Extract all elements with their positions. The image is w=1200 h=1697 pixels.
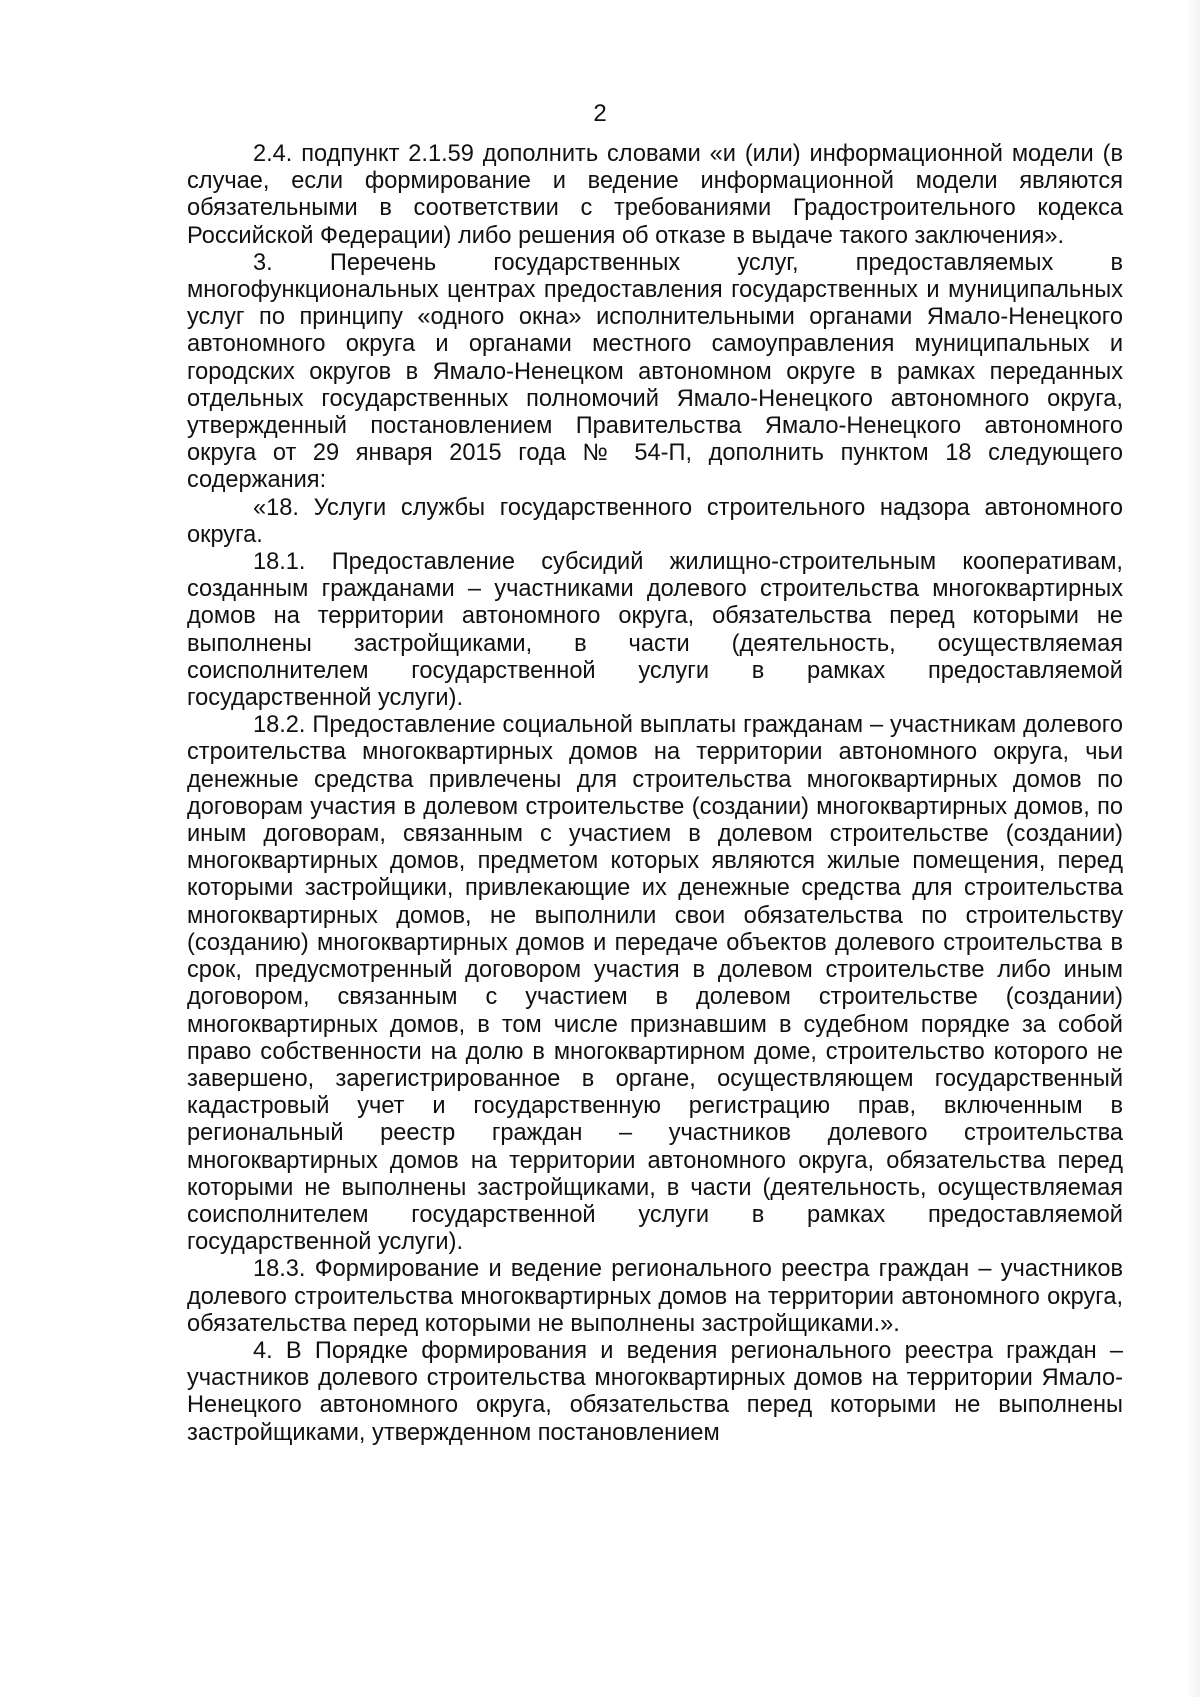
paragraph-18-2: 18.2. Предоставление социальной выплаты гражданам – участникам долевого строительства многоквартирных домов на территории автономного округа, чьи денежные средства привлечены для строительства многоквартирных домов по договорам участия в долевом строительстве (создании) многоквартирных домов, по иным договорам, связанным с участием в долевом строительстве (создании) многоквартирных домов, предметом которых являются жилые помещения, перед которыми застройщики, привлекающие их денежные средства для строительства многоквартирных домов, не выполнили свои обязательства по строительству (созданию) многоквартирных домов и передаче объектов долевого строительства в срок, предусмотренный договором участия в долевом строительстве либо иным договором, связанным с участием в долевом строительстве (создании) многоквартирных домов, в том числе признавшим в судебном порядке за собой право собственности на долю в многоквартирном доме, строительство которого не завершено, зарегистрированное в органе, осуществляющем государственный кадастровый учет и государственную регистрацию прав, включенным в региональный реестр граждан – участников долевого строительства многоквартирных домов на территории автономного округа, обязательства перед которыми не выполнены застройщиками, в части (деятельность, осуществляемая соисполнителем государственной услуги в рамках предоставляемой государственной услуги). [187,712,1123,1256]
paragraph-18-3: 18.3. Формирование и ведение регионального реестра граждан – участников долевого строительства многоквартирных домов на территории автономного округа, обязательства перед которыми не выполнены застройщиками.». [187,1256,1123,1337]
paragraph-4: 4. В Порядке формирования и ведения регионального реестра граждан – участников долевого строительства многоквартирных домов на территории Ямало-Ненецкого автономного округа, обязательства перед которыми не выполнены застройщиками, утвержденном постановлением [187,1337,1123,1446]
scan-edge-shadow [1186,0,1200,1697]
paragraph-18: «18. Услуги службы государственного строительного надзора автономного округа. [187,494,1123,548]
paragraph-2-4: 2.4. подпункт 2.1.59 дополнить словами «и (или) информационной модели (в случае, если формирование и ведение информационной модели являются обязательными в соответствии с требованиями Градостроительного кодекса Российской Федерации) либо решения об отказе в выдаче такого заключения». [187,141,1123,249]
paragraph-3: 3. Перечень государственных услуг, предоставляемых в многофункциональных центрах предоставления государственных и муниципальных услуг по принципу «одного окна» исполнительными органами Ямало-Ненецкого автономного округа и органами местного самоуправления муниципальных и городских округов в Ямало-Ненецком автономном округе в рамках переданных отдельных государственных полномочий Ямало-Ненецкого автономного округа, утвержденный постановлением Правительства Ямало-Ненецкого автономного округа от 29 января 2015 года № 54-П, дополнить пунктом 18 следующего содержания: [187,249,1123,494]
page-number: 2 [593,100,607,127]
document-body [187,141,1123,1447]
paragraph-18-1: 18.1. Предоставление субсидий жилищно-строительным кооперативам, созданным гражданами – участниками долевого строительства многоквартирных домов на территории автономного округа, обязательства перед которыми не выполнены застройщиками, в части (деятельность, осуществляемая соисполнителем государственной услуги в рамках предоставляемой государственной услуги). [187,549,1123,712]
